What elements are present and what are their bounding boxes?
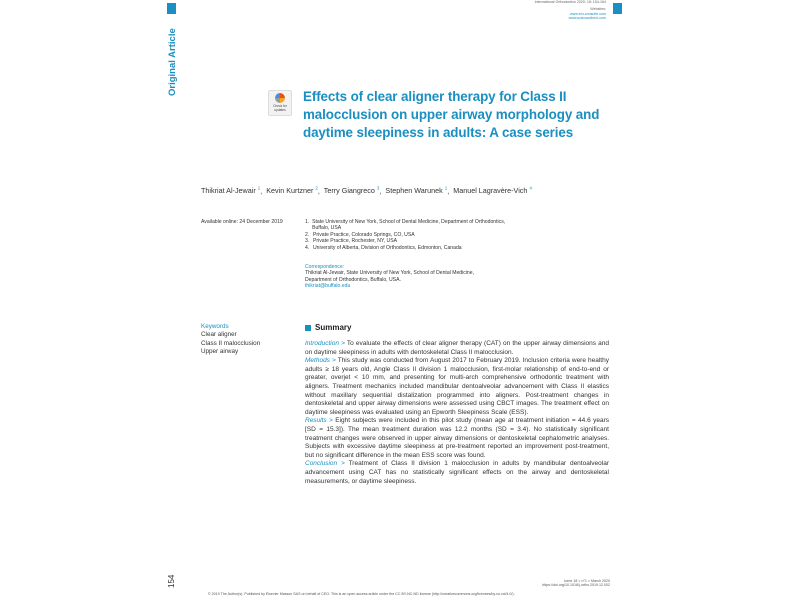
check-for-updates-badge[interactable] bbox=[268, 90, 292, 116]
affiliation-item: 4. University of Alberta, Division of Orthodontics, Edmonton, Canada bbox=[305, 244, 462, 251]
corner-marker-left bbox=[167, 3, 176, 14]
affiliation-item: 2. Private Practice, Colorado Springs, CO, USA bbox=[305, 231, 415, 238]
summary-introduction: Introduction > To evaluate the effects of clear aligner therapy (CAT) on the upper airway dimensions and on daytime sleepiness in adults with dentoskeletal Class II malocclusion. bbox=[305, 340, 609, 356]
author: Manuel Lagravère-Vich $^4$ bbox=[453, 186, 532, 196]
keywords-heading: Keywords bbox=[201, 323, 229, 330]
summary-body bbox=[305, 340, 609, 486]
correspondence-line-1: Thikriat Al-Jewair, State University of New York, School of Dental Medicine, bbox=[305, 270, 475, 277]
article-type-label: Original Article bbox=[167, 28, 178, 96]
correspondence-line-2: Department of Orthodontics, Buffalo, USA. bbox=[305, 276, 401, 283]
badge-line-1: Check for bbox=[273, 104, 287, 108]
available-online-date: Available online: 24 December 2019 bbox=[201, 219, 283, 225]
badge-line-2: updates bbox=[274, 108, 286, 112]
affiliation-item: 3. Private Practice, Rochester, NY, USA bbox=[305, 238, 397, 245]
affiliations bbox=[305, 219, 510, 251]
website-link-2[interactable]: www.sciencedirect.com bbox=[568, 16, 606, 21]
keywords-block bbox=[201, 323, 260, 357]
doi-link[interactable]: https://doi.org/10.1016/j.ortho.2019.12.002 bbox=[542, 583, 610, 588]
summary-heading: Summary bbox=[305, 323, 351, 332]
website-link-1[interactable]: www.em-consulte.com bbox=[570, 11, 606, 16]
summary-methods: Methods > This study was conducted from August 2017 to February 2019. Inclusion criteria were healthy adults ≥ 18 years old, Angle Class II division 1 malocclusion, first-molar relationship of end-to-end or greater, overjet < 10 mm, and presenting for multi-arch comprehensive orthodontic treatment with aligners. Treatment mechanics included mandibular dentoalveolar advancement with Class II elastics without maxillary sequential distalization programmed into aligners. Post-treatment changes in dentoskeletal and upper airway dimensions were assessed using CBCT images. The treatment effect on daytime sleepiness was evaluated using an Epworth Sleepiness Scale (ESS). bbox=[305, 357, 609, 416]
affiliation-item: 1. State University of New York, School of Dental Medicine, Department of Orthodontics, Buffalo, USA bbox=[305, 219, 506, 232]
keyword-item: Clear aligner bbox=[201, 331, 237, 339]
author: Thikriat Al-Jewair $^1$ bbox=[201, 186, 261, 196]
update-icon bbox=[275, 93, 285, 103]
footer-issue-info bbox=[480, 579, 610, 588]
journal-line: International Orthodontics 2020; 18: 154-164 bbox=[534, 0, 606, 4]
author-list: Thikriat Al-Jewair $^1$, Kevin Kurtzner $^2$, Terry Giangreco $^3$, Stephen Warunek $^1$, Manuel Lagravère-Vich $^4$ bbox=[201, 186, 532, 196]
copyright-line: © 2019 The Author(s). Published by Elsevier Masson SAS on behalf of CEO. This is an open access article under the CC BY-NC-ND license (http://creativecommons.org/licenses/by-nc-nd/4.0/). bbox=[208, 592, 515, 596]
websites-label: Websites: bbox=[590, 7, 606, 12]
tome-line: tome 18 > n°1 > March 2020 bbox=[564, 579, 610, 583]
correspondence-heading: Correspondence: bbox=[305, 264, 345, 270]
correspondence-email[interactable]: thikriat@buffalo.edu bbox=[305, 283, 351, 290]
author: Terry Giangreco $^3$ bbox=[323, 186, 380, 196]
article-title: Effects of clear aligner therapy for Class II malocclusion on upper airway morphology and daytime sleepiness in adults: A case series bbox=[303, 89, 600, 140]
summary-results: Results > Eight subjects were included in this pilot study (mean age at treatment initiation = 44.6 years [SD = 15.3]). The mean treatment duration was 12.2 months (SD = 3.4). No statistically significant treatment changes were observed in upper airway dimensions or dentoskeletal cephalometric analyses. Subjects with excessive daytime sleepiness at pre-treatment reported an improvement post-treatment, but no significant difference in the mean ESS score was found. bbox=[305, 417, 609, 459]
corner-marker-right bbox=[613, 3, 622, 14]
journal-header bbox=[500, 0, 606, 21]
summary-conclusion: Conclusion > Treatment of Class II division 1 malocclusion in adults by mandibular dentoalveolar advancement using CAT has no statistically significant effects on the airway and dentoskeletal measurements, or daytime sleepiness. bbox=[305, 460, 609, 485]
summary-marker-icon bbox=[305, 325, 311, 331]
keyword-item: Upper airway bbox=[201, 348, 239, 356]
keyword-item: Class II malocclusion bbox=[201, 339, 261, 347]
correspondence-block bbox=[305, 264, 535, 290]
page-number: 154 bbox=[167, 574, 176, 588]
author: Stephen Warunek $^1$ bbox=[385, 186, 448, 196]
author: Kevin Kurtzner $^2$ bbox=[266, 186, 318, 196]
